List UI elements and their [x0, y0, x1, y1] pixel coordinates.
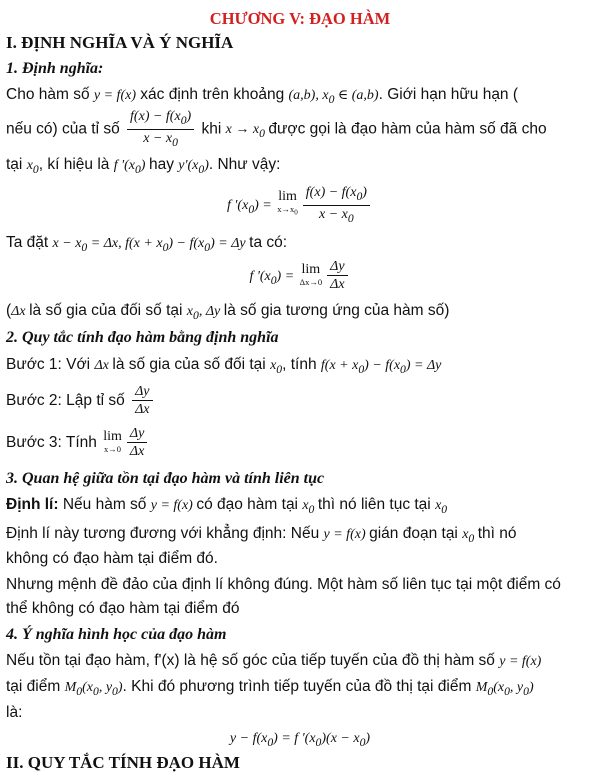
rule-step-2: Bước 2: Lập tỉ số $\frac{\Delta y}{\Delta x}$ — [6, 382, 156, 420]
equivalent-statement-line-2: không có đạo hàm tại điểm đó. — [6, 550, 218, 567]
converse-line-1: Nhưng mệnh đề đảo của định lí không đúng. Một hàm số liên tục tại một điểm có — [6, 576, 561, 593]
rule-step-1: Bước 1: Với Δx là số gia của số đối tại $x_0$, tính $f(x + x_0) - f(x_0) = \Delta y$ — [6, 356, 442, 376]
theorem-line: Định lí: Nếu hàm số y = f(x) có đạo hàm tại $x_0$ thì nó liên tục tại $x_0$ — [6, 496, 448, 516]
increment-definition-line: Ta đặt $x - x_0 = \Delta x$, $f(x + x_0) - f(x_0) = \Delta y$ ta có: — [6, 234, 288, 254]
chapter-title: CHƯƠNG V: ĐẠO HÀM — [209, 9, 391, 28]
increment-note: (Δx là số gia của đối số tại $x_0$, Δy là số gia tương ứng của hàm số) — [6, 302, 450, 322]
subsection-rule: 2. Quy tắc tính đạo hàm bằng định nghĩa — [6, 329, 279, 346]
definition-line-2: nếu có) của tỉ số $\frac{f(x) - f(x_0)}{x - x_0}$ khi $x \to x_0$ được gọi là đạo hàm của hàm số đã cho — [6, 109, 547, 149]
derivative-definition-formula: f '$(x_0) = \lim$ $x\to x_0$ $\frac{f(x) - f(x_0)}{x - x_0}$ — [0, 184, 600, 228]
section-heading-1: I. ĐỊNH NGHĨA VÀ Ý NGHĨA — [6, 33, 234, 52]
difference-quotient: $\frac{f(x) - f(x_0)}{x - x_0}$ — [127, 108, 194, 151]
rule-step-3: Bước 3: Tính lim x→0 $\frac{\Delta y}{\Delta x}$ — [6, 424, 150, 462]
subsection-definition: 1. Định nghĩa: — [6, 60, 104, 77]
definition-line-3: tại $x_0$, kí hiệu là f '$(x_0)$ hay $y'(x_0)$. Như vậy: — [6, 156, 281, 176]
derivative-increment-formula: f '$(x_0) = \lim$ Δx→0 $\frac{\Delta y}{\Delta x}$ — [0, 258, 600, 299]
subsection-geometry: 4. Ý nghĩa hình học của đạo hàm — [6, 626, 227, 643]
geometry-line-2: tại điểm $M_0(x_0$, $y_0$). Khi đó phương trình tiếp tuyến của đồ thị tại điểm $M_0(x_0$, $y_0$) — [6, 678, 534, 698]
subsection-continuity: 3. Quan hệ giữa tồn tại đạo hàm và tính liên tục — [6, 470, 325, 487]
geometry-line-1: Nếu tồn tại đạo hàm, f'(x) là hệ số góc của tiếp tuyến của đồ thị hàm số y = f(x) — [6, 652, 542, 669]
definition-line-1: Cho hàm số y = f(x) xác định trên khoảng (a,b), $x_0$ ∈ (a,b). Giới hạn hữu hạn ( — [6, 86, 519, 106]
section-heading-2: II. QUY TẮC TÍNH ĐẠO HÀM — [6, 753, 240, 772]
tangent-line-equation: $y - f(x_0) = f$ '$(x_0)(x - x_0)$ — [229, 731, 371, 749]
converse-line-2: thể không có đạo hàm tại điểm đó — [6, 600, 240, 617]
equivalent-statement-line-1: Định lí này tương đương với khẳng định: Nếu y = f(x) gián đoạn tại $x_0$ thì nó — [6, 525, 517, 545]
geometry-line-3: là: — [6, 704, 23, 721]
